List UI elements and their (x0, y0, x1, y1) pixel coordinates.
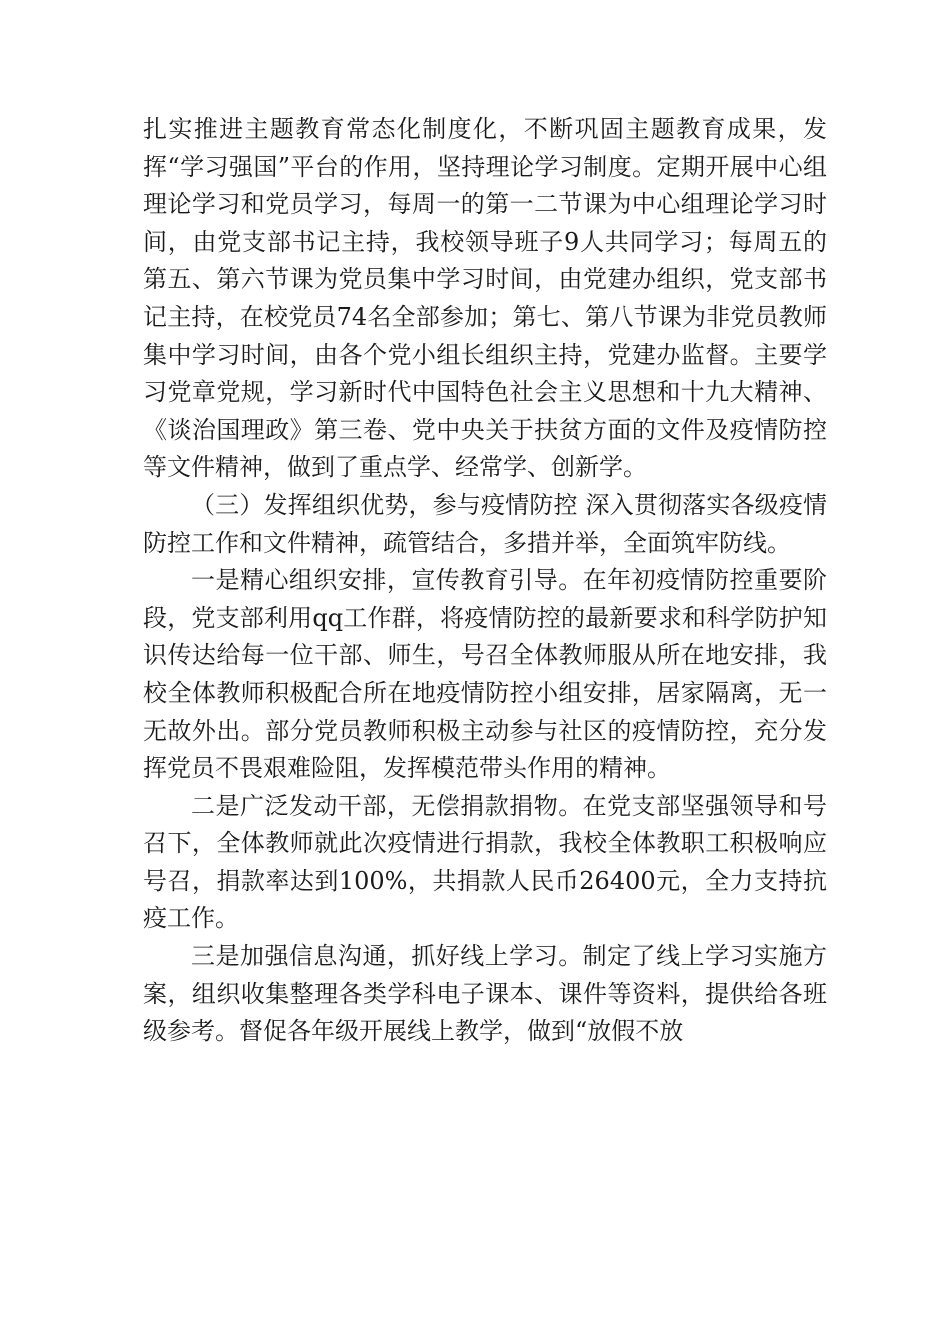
paragraph-online-learning: 三是加强信息沟通，抓好线上学习。制定了线上学习实施方案，组织收集整理各类学科电子课本、课件等资料，提供给各班级参考。督促各年级开展线上教学，做到“放假不放 (143, 942, 827, 1046)
paragraph-organize-arrange: 一是精心组织安排，宣传教育引导。在年初疫情防控重要阶段，党支部利用qq工作群，将疫情防控的最新要求和科学防护知识传达给每一位干部、师生，号召全体教师服从所在地安排，我校全体教师积极配合所在地疫情防控小组安排，居家隔离，无一无故外出。部分党员教师积极主动参与社区的疫情防控，充分发挥党员不畏艰难险阻，发挥模范带头作用的精神。 (143, 566, 827, 783)
paragraph-section-three-heading: （三）发挥组织优势，参与疫情防控 深入贯彻落实各级疫情防控工作和文件精神，疏管结合，多措并举，全面筑牢防线。 (143, 490, 827, 557)
document-body (143, 111, 827, 1051)
paragraph-study-system: 扎实推进主题教育常态化制度化，不断巩固主题教育成果，发挥“学习强国”平台的作用，坚持理论学习制度。定期开展中心组理论学习和党员学习，每周一的第一二节课为中心组理论学习时间，由党支部书记主持，我校领导班子9人共同学习；每周五的第五、第六节课为党员集中学习时间，由党建办组织，党支部书记主持，在校党员74名全部参加；第七、第八节课为非党员教师集中学习时间，由各个党小组长组织主持，党建办监督。主要学习党章党规，学习新时代中国特色社会主义思想和十九大精神、《谈治国理政》第三卷、党中央关于扶贫方面的文件及疫情防控等文件精神，做到了重点学、经常学、创新学。 (143, 115, 827, 482)
paragraph-donation: 二是广泛发动干部，无偿捐款捐物。在党支部坚强领导和号召下，全体教师就此次疫情进行捐款，我校全体教职工积极响应号召，捐款率达到100%，共捐款人民币26400元，全力支持抗疫工作。 (143, 791, 827, 933)
